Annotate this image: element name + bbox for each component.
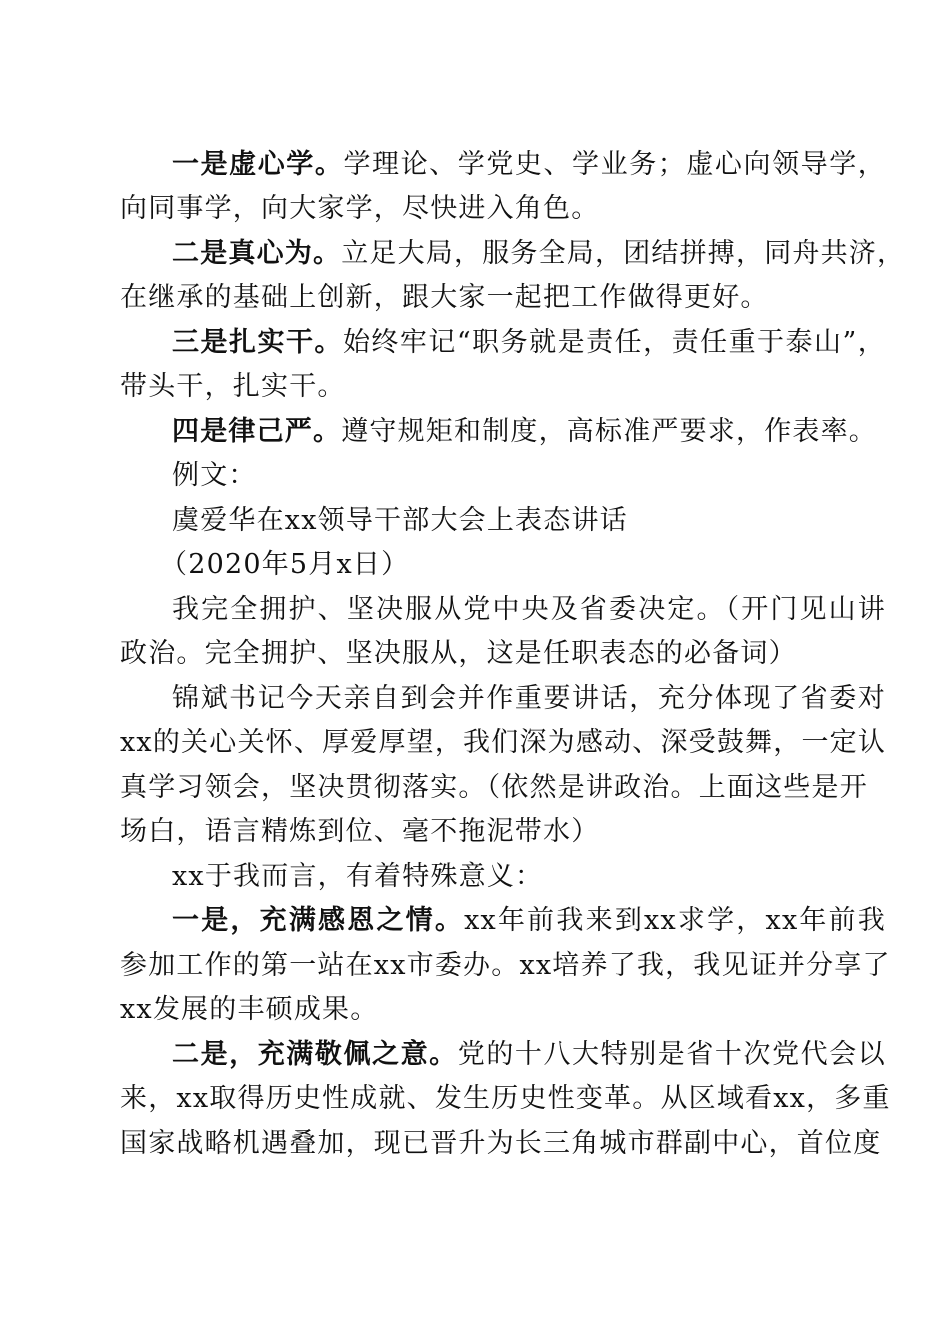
paragraph-line: 锦斌书记今天亲自到会并作重要讲话，充分体现了省委对 — [172, 683, 886, 714]
paragraph-line: 带头干，扎实干。 — [120, 371, 346, 402]
paragraph-lead: 二是真心为。 — [172, 238, 342, 269]
paragraph-line: xx发展的丰硕成果。 — [120, 994, 379, 1025]
paragraph-lead: 一是虚心学。 — [172, 149, 344, 180]
example-label: 例文： — [172, 460, 257, 491]
paragraph-line: 二是真心为。立足大局，服务全局，团结拼搏，同舟共济， — [172, 238, 906, 269]
paragraph-line: 我完全拥护、坚决服从党中央及省委决定。（开门见山讲 — [172, 594, 886, 625]
paragraph-lead: 三是扎实干。 — [172, 327, 343, 358]
speech-date: （2020年5月x日） — [160, 549, 410, 580]
paragraph-line: xx的关心关怀、厚爱厚望，我们深为感动、深受鼓舞，一定认 — [120, 727, 887, 758]
paragraph-line: 一是，充满感恩之情。xx年前我来到xx求学，xx年前我 — [172, 905, 887, 936]
paragraph-lead: 四是律己严。 — [172, 416, 342, 447]
paragraph-line: 向同事学，向大家学，尽快进入角色。 — [120, 193, 600, 224]
paragraph-line: 在继承的基础上创新，跟大家一起把工作做得更好。 — [120, 282, 769, 313]
paragraph-line: 四是律己严。遵守规矩和制度，高标准严要求，作表率。 — [172, 416, 878, 447]
paragraph-line: 真学习领会，坚决贯彻落实。（依然是讲政治。上面这些是开 — [120, 772, 868, 803]
paragraph-line: 参加工作的第一站在xx市委办。xx培养了我，我见证并分享了 — [120, 950, 891, 981]
paragraph-line: 国家战略机遇叠加，现已晋升为长三角城市群副中心，首位度 — [120, 1128, 882, 1159]
paragraph-lead: 二是，充满敬佩之意。 — [172, 1039, 458, 1070]
paragraph-line: 二是，充满敬佩之意。党的十八大特别是省十次党代会以 — [172, 1039, 886, 1070]
paragraph-line: 来，xx取得历史性成就、发生历史性变革。从区域看xx，多重 — [120, 1083, 891, 1114]
paragraph-line: 场白，语言精炼到位、毫不拖泥带水） — [120, 816, 600, 847]
paragraph-lead: 一是，充满感恩之情。 — [172, 905, 465, 936]
paragraph-line: 一是虚心学。学理论、学党史、学业务；虚心向领导学， — [172, 149, 886, 180]
paragraph-line: 三是扎实干。始终牢记“职务就是责任，责任重于泰山”， — [172, 327, 887, 358]
paragraph-line: 政治。完全拥护、坚决服从，这是任职表态的必备词） — [120, 638, 797, 669]
paragraph-line: xx于我而言，有着特殊意义： — [172, 861, 544, 892]
speech-title: 虞爱华在xx领导干部大会上表态讲话 — [172, 505, 628, 536]
